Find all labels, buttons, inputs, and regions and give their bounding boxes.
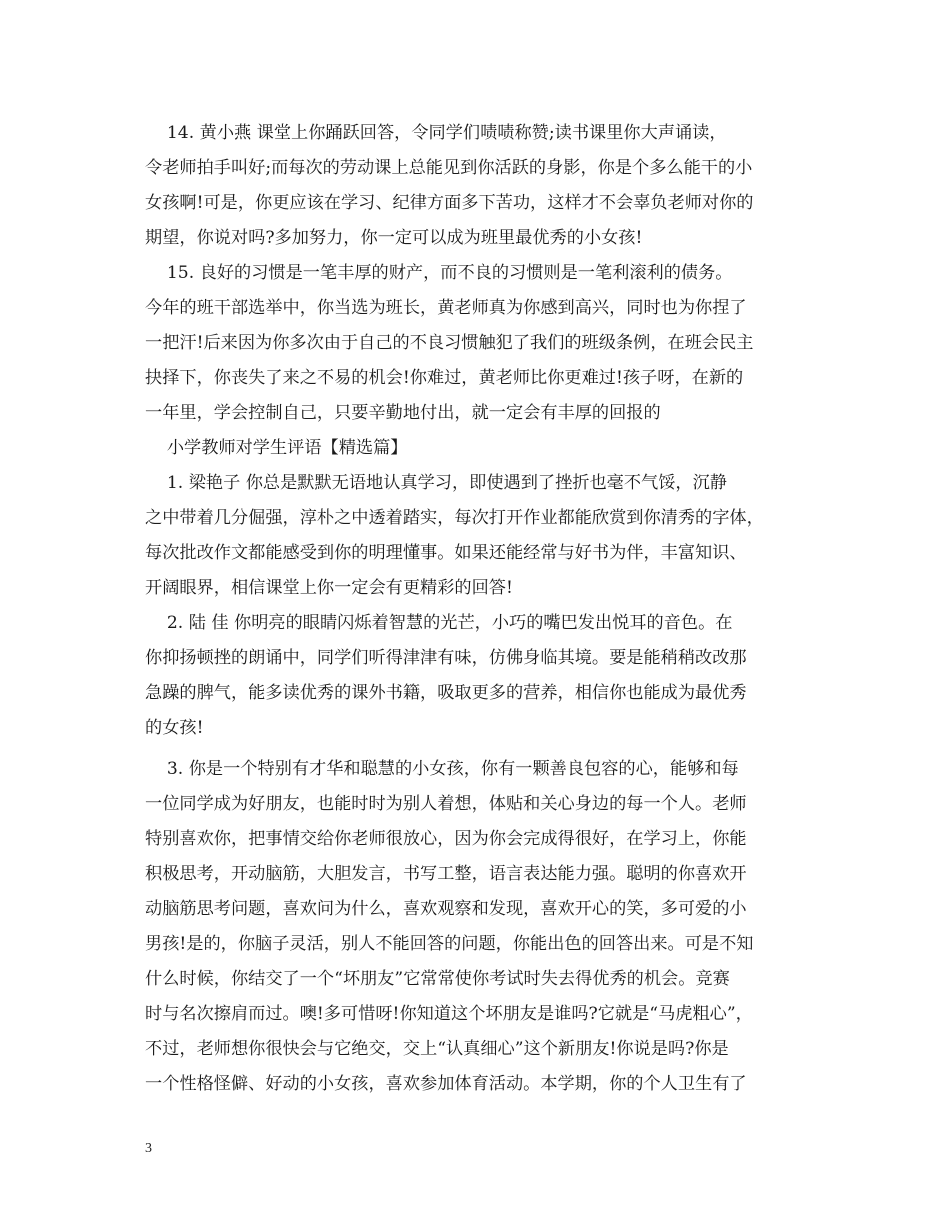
page-number: 3 (145, 1141, 152, 1156)
text-line: 开阔眼界，相信课堂上你一定会有更精彩的回答! (145, 578, 513, 598)
text-line: 2. 陆 佳 你明亮的眼睛闪烁着智慧的光芒，小巧的嘴巴发出悦耳的音色。在 (145, 613, 733, 633)
text-line: 1. 梁艳子 你总是默默无语地认真学习，即使遇到了挫折也毫不气馁，沉静 (145, 473, 727, 493)
text-line: 一把汗!后来因为你多次由于自己的不良习惯触犯了我们的班级条例，在班会民主 (145, 333, 754, 353)
text-line: 你抑扬顿挫的朗诵中，同学们听得津津有味，仿佛身临其境。要是能稍稍改改那 (145, 648, 747, 668)
text-line: 14. 黄小燕 课堂上你踊跃回答，令同学们啧啧称赞;读书课里你大声诵读， (145, 123, 727, 143)
text-line: 3. 你是一个特别有才华和聪慧的小女孩，你有一颗善良包容的心，能够和每 (145, 759, 739, 779)
text-line: 动脑筋思考问题，喜欢问为什么，喜欢观察和发现，喜欢开心的笑，多可爱的小 (145, 899, 747, 919)
text-line: 特别喜欢你，把事情交给你老师很放心，因为你会完成得很好，在学习上，你能 (145, 829, 747, 849)
text-line: 男孩!是的，你脑子灵活，别人不能回答的问题，你能出色的回答出来。可是不知 (145, 934, 754, 954)
document-body (145, 116, 810, 1102)
text-line: 积极思考，开动脑筋，大胆发言，书写工整，语言表达能力强。聪明的你喜欢开 (145, 864, 747, 884)
text-line: 的女孩! (145, 718, 204, 738)
text-line: 令老师拍手叫好;而每次的劳动课上总能见到你活跃的身影，你是个多么能干的小 (145, 158, 753, 178)
text-line: 抉择下，你丧失了来之不易的机会!你难过，黄老师比你更难过!孩子呀，在新的 (145, 368, 744, 388)
text-line: 15. 良好的习惯是一笔丰厚的财产，而不良的习惯则是一笔利滚利的债务。 (145, 263, 733, 283)
text-line: 时与名次擦肩而过。噢!多可惜呀!你知道这个坏朋友是谁吗?它就是“马虎粗心”， (145, 1004, 753, 1024)
text-line: 之中带着几分倔强，淳朴之中透着踏实，每次打开作业都能欣赏到你清秀的字体， (145, 508, 764, 528)
text-line: 一位同学成为好朋友，也能时时为别人着想，体贴和关心身边的每一个人。老师 (145, 794, 747, 814)
section-heading: 小学教师对学生评语【精选篇】 (145, 438, 408, 458)
text-line: 急躁的脾气，能多读优秀的课外书籍，吸取更多的营养，相信你也能成为最优秀 (145, 683, 747, 703)
text-line: 今年的班干部选举中，你当选为班长，黄老师真为你感到高兴，同时也为你捏了 (145, 298, 747, 318)
text-line: 每次批改作文都能感受到你的明理懂事。如果还能经常与好书为伴，丰富知识、 (145, 543, 747, 563)
text-line: 一个性格怪僻、好动的小女孩，喜欢参加体育活动。本学期，你的个人卫生有了 (145, 1074, 747, 1094)
text-line: 不过，老师想你很快会与它绝交，交上“认真细心”这个新朋友!你说是吗?你是 (145, 1039, 729, 1059)
text-line: 女孩啊!可是，你更应该在学习、纪律方面多下苦功，这样才不会辜负老师对你的 (145, 193, 754, 213)
text-line: 期望，你说对吗?多加努力，你一定可以成为班里最优秀的小女孩! (145, 228, 643, 248)
text-line: 什么时候，你结交了一个“坏朋友”它常常使你考试时失去得优秀的机会。竞赛 (145, 969, 730, 989)
text-line: 一年里，学会控制自己，只要辛勤地付出，就一定会有丰厚的回报的 (145, 403, 661, 423)
